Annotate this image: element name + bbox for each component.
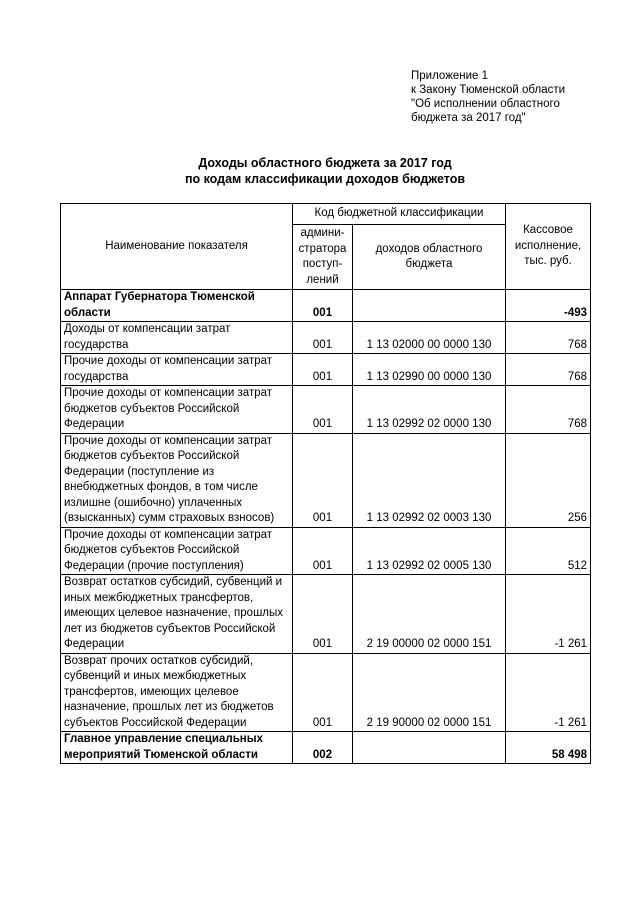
row-revenue-code: 1 13 02990 00 0000 130 — [353, 354, 506, 386]
row-amount: 256 — [506, 433, 591, 527]
title-line: по кодам классификации доходов бюджетов — [184, 172, 466, 186]
table-row — [61, 653, 591, 732]
row-amount: 768 — [506, 322, 591, 354]
row-amount: 58 498 — [506, 732, 591, 764]
row-revenue-code: 1 13 02992 02 0005 130 — [353, 527, 506, 575]
row-name: Возврат прочих остатков субсидий, субвенций и иных межбюджетных трансфертов, имеющих целевое назначение, прошлых лет из бюджетов субъектов Российской Федерации — [61, 653, 293, 732]
row-revenue-code — [353, 290, 506, 322]
header-administrator: админи-стратора поступ-лений — [293, 225, 353, 290]
row-name: Прочие доходы от компенсации затрат бюджетов субъектов Российской Федерации (прочие поступления) — [61, 527, 293, 575]
header-name: Наименование показателя — [61, 204, 293, 290]
appendix-line: бюджета за 2017 год" — [411, 112, 526, 124]
row-amount: -493 — [506, 290, 591, 322]
row-administrator-code: 001 — [293, 653, 353, 732]
table-row — [61, 732, 591, 764]
row-amount: 512 — [506, 527, 591, 575]
table-row — [61, 290, 591, 322]
header-budget-code: Код бюджетной классификации — [293, 204, 506, 225]
row-name: Доходы от компенсации затрат государства — [61, 322, 293, 354]
row-administrator-code: 001 — [293, 386, 353, 434]
appendix-line: к Закону Тюменской области — [411, 84, 566, 96]
row-revenue-code: 1 13 02000 00 0000 130 — [353, 322, 506, 354]
row-administrator-code: 001 — [293, 290, 353, 322]
appendix-note — [411, 69, 626, 125]
row-administrator-code: 001 — [293, 527, 353, 575]
row-amount: 768 — [506, 386, 591, 434]
header-cash-execution: Кассовое исполнение, тыс. руб. — [506, 204, 591, 290]
appendix-line: "Об исполнении областного — [411, 98, 560, 110]
row-revenue-code: 1 13 02992 02 0000 130 — [353, 386, 506, 434]
row-revenue-code: 2 19 90000 02 0000 151 — [353, 653, 506, 732]
revenue-table — [60, 203, 591, 764]
row-name: Прочие доходы от компенсации затрат государства — [61, 354, 293, 386]
row-name: Возврат остатков субсидий, субвенций и иных межбюджетных трансфертов, имеющих целевое назначение, прошлых лет из бюджетов субъектов Российской Федерации — [61, 575, 293, 654]
table-body — [61, 290, 591, 764]
table-row — [61, 433, 591, 527]
appendix-line: Приложение 1 — [411, 70, 489, 82]
row-name: Аппарат Губернатора Тюменской области — [61, 290, 293, 322]
table-row — [61, 386, 591, 434]
row-revenue-code — [353, 732, 506, 764]
row-revenue-code: 2 19 00000 02 0000 151 — [353, 575, 506, 654]
table-row — [61, 322, 591, 354]
row-administrator-code: 001 — [293, 354, 353, 386]
row-name: Прочие доходы от компенсации затрат бюджетов субъектов Российской Федерации — [61, 386, 293, 434]
table-row — [61, 354, 591, 386]
row-name: Главное управление специальных мероприятий Тюменской области — [61, 732, 293, 764]
row-amount: -1 261 — [506, 653, 591, 732]
table-row — [61, 527, 591, 575]
row-administrator-code: 001 — [293, 575, 353, 654]
row-revenue-code: 1 13 02992 02 0003 130 — [353, 433, 506, 527]
title-line: Доходы областного бюджета за 2017 год — [198, 156, 452, 170]
row-name: Прочие доходы от компенсации затрат бюджетов субъектов Российской Федерации (поступление из внебюджетных фондов, в том числе излишне (ошибочно) уплаченных (взысканных) сумм страховых взносов) — [61, 433, 293, 527]
table-row — [61, 575, 591, 654]
row-amount: -1 261 — [506, 575, 591, 654]
header-revenue: доходов областного бюджета — [353, 225, 506, 290]
row-administrator-code: 001 — [293, 433, 353, 527]
row-administrator-code: 002 — [293, 732, 353, 764]
row-amount: 768 — [506, 354, 591, 386]
row-administrator-code: 001 — [293, 322, 353, 354]
document-title — [60, 155, 590, 187]
